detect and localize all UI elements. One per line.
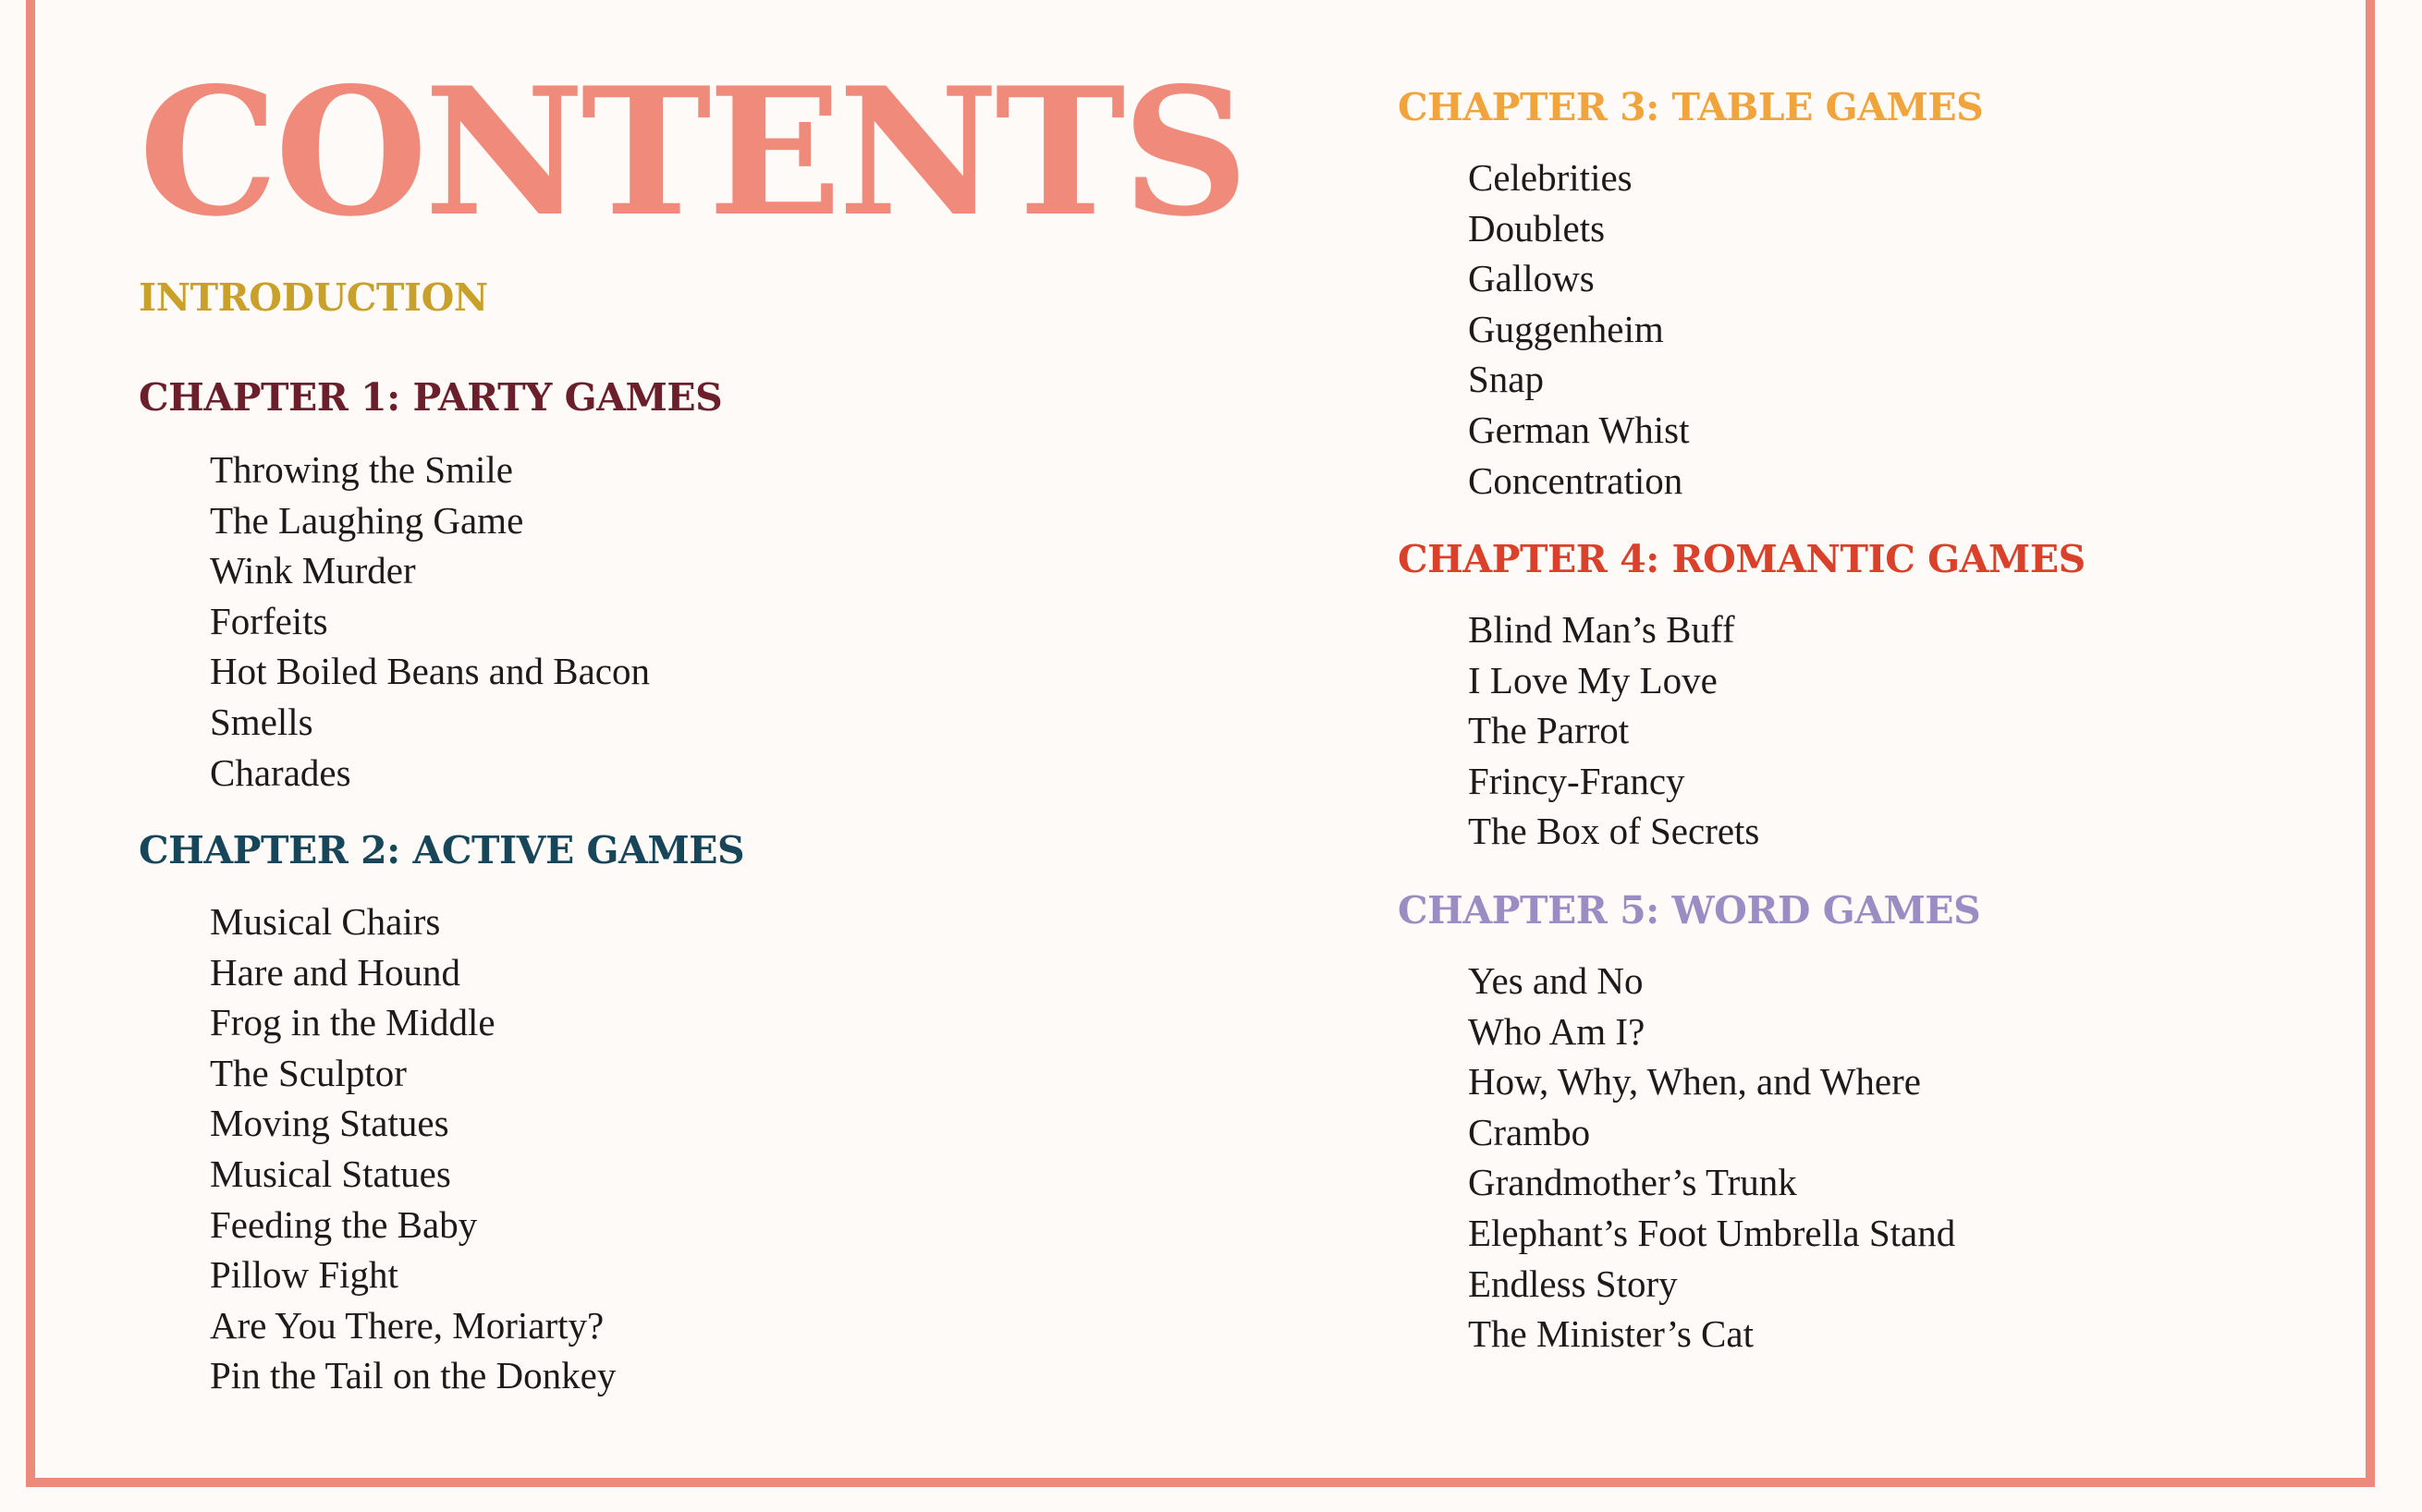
list-item[interactable]: Hare and Hound xyxy=(210,950,460,994)
list-item[interactable]: The Sculptor xyxy=(210,1051,407,1094)
chapter-1-heading[interactable]: CHAPTER 1: PARTY GAMES xyxy=(139,375,723,420)
list-item[interactable]: Who Am I? xyxy=(1468,1009,1645,1053)
list-item[interactable]: Endless Story xyxy=(1468,1262,1678,1305)
list-item[interactable]: Throwing the Smile xyxy=(210,448,513,491)
list-item[interactable]: Feeding the Baby xyxy=(210,1202,478,1246)
chapter-1-list xyxy=(210,445,650,798)
list-item[interactable]: The Parrot xyxy=(1468,709,1630,752)
list-item[interactable]: Blind Man’s Buff xyxy=(1468,608,1735,651)
list-item[interactable]: Musical Chairs xyxy=(210,900,441,943)
list-item[interactable]: How, Why, When, and Where xyxy=(1468,1060,1921,1104)
list-item[interactable]: Moving Statues xyxy=(210,1102,449,1145)
chapter-2-list xyxy=(210,896,616,1401)
list-item[interactable]: Frincy-Francy xyxy=(1468,759,1685,802)
list-item[interactable]: Grandmother’s Trunk xyxy=(1468,1161,1797,1204)
list-item[interactable]: The Laughing Game xyxy=(210,498,524,542)
list-item[interactable]: Wink Murder xyxy=(210,549,416,592)
list-item[interactable]: The Box of Secrets xyxy=(1468,810,1760,853)
list-item[interactable]: Concentration xyxy=(1468,458,1683,502)
list-item[interactable]: Are You There, Moriarty? xyxy=(210,1303,605,1347)
list-item[interactable]: The Minister’s Cat xyxy=(1468,1312,1754,1356)
list-item[interactable]: Guggenheim xyxy=(1468,307,1664,350)
list-item[interactable]: Musical Statues xyxy=(210,1152,451,1195)
chapter-3-list xyxy=(1468,152,1690,506)
list-item[interactable]: Smells xyxy=(210,700,313,743)
list-item[interactable]: Yes and No xyxy=(1468,959,1644,1002)
list-item[interactable]: Pillow Fight xyxy=(210,1253,398,1297)
list-item[interactable]: Frog in the Middle xyxy=(210,1001,495,1044)
chapter-5-list xyxy=(1468,956,1955,1360)
list-item[interactable]: I Love My Love xyxy=(1468,658,1718,701)
list-item[interactable]: Hot Boiled Beans and Bacon xyxy=(210,650,650,693)
list-item[interactable]: Doublets xyxy=(1468,206,1606,250)
list-item[interactable]: Elephant’s Foot Umbrella Stand xyxy=(1468,1211,1956,1254)
list-item[interactable]: Charades xyxy=(210,750,351,794)
list-item[interactable]: Pin the Tail on the Donkey xyxy=(210,1354,617,1397)
list-item[interactable]: Celebrities xyxy=(1468,156,1633,199)
introduction-heading[interactable]: INTRODUCTION xyxy=(139,275,488,320)
list-item[interactable]: Snap xyxy=(1468,358,1544,401)
list-item[interactable]: Gallows xyxy=(1468,257,1595,300)
page-title: CONTENTS xyxy=(139,49,1245,255)
chapter-4-list xyxy=(1468,604,1759,857)
list-item[interactable]: German Whist xyxy=(1468,408,1690,451)
chapter-3-heading[interactable]: CHAPTER 3: TABLE GAMES xyxy=(1398,85,1984,129)
chapter-2-heading[interactable]: CHAPTER 2: ACTIVE GAMES xyxy=(139,828,745,872)
chapter-5-heading[interactable]: CHAPTER 5: WORD GAMES xyxy=(1398,888,1981,933)
list-item[interactable]: Crambo xyxy=(1468,1110,1591,1153)
chapter-4-heading[interactable]: CHAPTER 4: ROMANTIC GAMES xyxy=(1398,537,2086,581)
list-item[interactable]: Forfeits xyxy=(210,599,328,642)
